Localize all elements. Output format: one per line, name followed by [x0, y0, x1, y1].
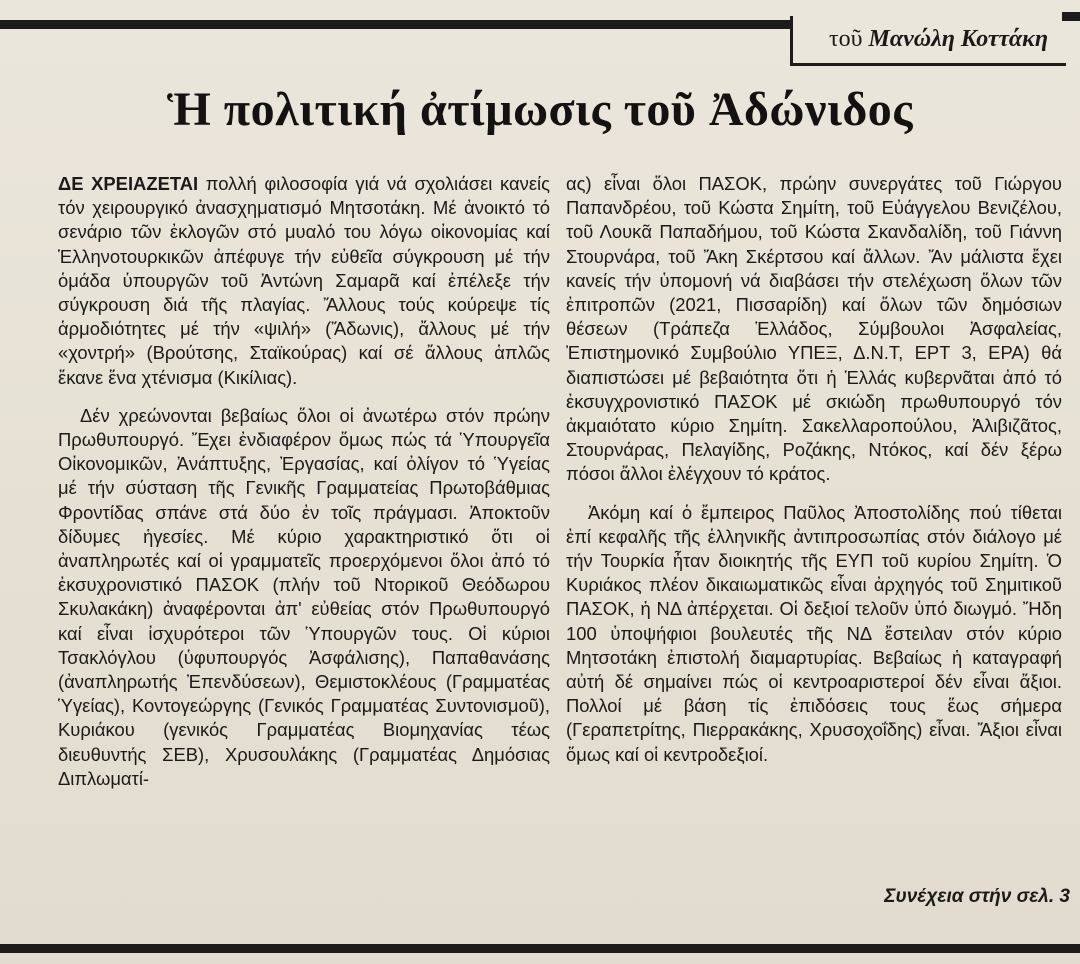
paragraph-1-text: πολλή φιλοσοφία γιά νά σχολιάσει κανείς τόν χειρουργικό ἀνασχηματισμό Μητσοτάκη. Μέ ἀνοικτό τό σενάριο τῶν ἐκλογῶν στό μυαλό του λόγω οἰκονομίας καί Ἑλληνοτουρκικῶν ἀπέφυγε τήν εὐθεῖα σύγκρουση μέ τήν ὁμάδα ὑπουργῶν τοῦ Ἀντώνη Σαμαρᾶ καί ἐπέλεξε τήν σύγκρουση διά τῆς πλαγίας. Ἄλλους τούς κούρεψε τίς ἁρμοδιότητες μέ τήν «ψιλή» (Ἄδωνις), ἄλλους μέ τήν «χοντρή» (Βρούτσης, Σταϊκούρας) καί σέ ἄλλους ἁπλῶς ἔκανε ἕνα χτένισμα (Κικίλιας).	[58, 173, 550, 388]
byline	[790, 16, 1066, 66]
article-title: Ἡ πολιτική ἀτίμωσις τοῦ Ἀδώνιδος	[167, 83, 913, 136]
column-right	[566, 172, 1062, 767]
byline-prefix: τοῦ	[828, 26, 863, 52]
continued-on-page: Συνέχεια στήν σελ. 3	[884, 886, 1070, 907]
paragraph-1	[58, 172, 550, 390]
bottom-rule	[0, 944, 1080, 953]
paragraph-2: Δέν χρεώνονται βεβαίως ὅλοι οἱ ἀνωτέρω στόν πρώην Πρωθυπουργό. Ἔχει ἐνδιαφέρον ὅμως πώς τά Ὑπουργεῖα Οἰκονομικῶν, Ἀνάπτυξης, Ἐργασίας, καί ὀλίγον τό Ὑγείας μέ τήν σύσταση τῆς Γενικῆς Γραμματείας Πρωτοβάθμιας Φροντίδας σπάνε στά δύο ἐν τοῖς πράγμασι. Ἀποκτοῦν δίδυμες ἡγεσίες. Μέ κύριο χαρακτηριστικό ὅτι οἱ ἀναπληρωτές καί οἱ γραμματεῖς προερχόμενοι ὅλοι ἀπό τό ἐκσυχρονιστικό ΠΑΣΟΚ (πλήν τοῦ Ντορικοῦ Θεόδωρου Σκυλακάκη) ἀναφέρονται ἀπ' εὐθείας στόν Πρωθυπουργό καί εἶναι ἰσχυρότεροι τῶν Ὑπουργῶν τους. Οἱ κύριοι Τσακλόγλου (ὑφυπουργός Ἀσφάλισης), Παπαθανάσης (ἀναπληρωτής Ἐπενδύσεων), Θεμιστοκλέους (Γραμματέας Ὑγείας), Κοντογεώργης (Γενικός Γραμματέας Συντονισμοῦ), Κυριάκου (γενικός Γραμματέας Βιομηχανίας τέως διευθυντής ΣΕΒ), Χρυσουλάκης (Γραμματέας Δημόσιας Διπλωματί-	[58, 404, 550, 789]
lead-in: ΔΕ ΧΡΕΙΑΖΕΤΑΙ	[58, 173, 199, 194]
byline-author: Μανώλη Κοττάκη	[868, 26, 1048, 52]
top-rule	[0, 20, 790, 29]
paragraph-3: ας) εἶναι ὅλοι ΠΑΣΟΚ, πρώην συνεργάτες τοῦ Γιώργου Παπανδρέου, τοῦ Κώστα Σημίτη, τοῦ Εὐάγγελου Βενιζέλου, τοῦ Λουκᾶ Παπαδήμου, τοῦ Κώστα Σκανδαλίδη, τοῦ Γιάννη Στουρνάρα, τοῦ Ἄκη Σκέρτσου καί ἄλλων. Ἄν μάλιστα ἔχει κανείς τήν ὑπομονή νά διαβάσει τήν στελέχωση ὅλων τῶν ἐπιτροπῶν (2021, Πισσαρίδη) καί ὅλων τῶν δημόσιων θέσεων (Τράπεζα Ἑλλάδος, Σύμβουλοι Ἀσφαλείας, Ἐπιστημονικό Συμβούλιο ΥΠΕΞ, Δ.Ν.Τ, ΕΡΤ 3, ΕΡΑ) θά διαπιστώσει μέ βεβαιότητα ὅτι ἡ Ἑλλάς κυβερνᾶται ἀπό τό ἐκσυγχρονιστικό ΠΑΣΟΚ μέ σκιώδη πρωθυπουργό τόν ἀκμαιότατο κύριο Σημίτη. Σακελλαροπούλου, Ἀλιβιζᾶτος, Στουρνάρας, Πελαγίδης, Ροζάκης, Ντόκος, καί δέν ξέρω πόσοι ἄλλοι ἐλέγχουν τό κράτος.	[566, 173, 1062, 485]
paragraph-4: Ἀκόμη καί ὁ ἔμπειρος Παῦλος Ἀποστολίδης πού τίθεται ἐπί κεφαλῆς τῆς ἑλληνικῆς ἀντιπροσωπίας στόν διάλογο μέ τήν Τουρκία ἦταν διοικητής τῆς ΕΥΠ τοῦ κυρίου Σημίτη. Ὁ Κυριάκος πλέον δικαιωματικῶς εἶναι ἀρχηγός τοῦ Σημιτικοῦ ΠΑΣΟΚ, ἡ ΝΔ ἀπέρχεται. Οἱ δεξιοί τελοῦν ὑπό διωγμό. Ἤδη 100 ὑποψήφιοι βουλευτές τῆς ΝΔ ἔστειλαν στόν κύριο Μητσοτάκη ἐπιστολή διαμαρτυρίας. Βεβαίως ἡ καταγραφή αὐτή δέ σημαίνει πώς οἱ κεντροαριστεροί δέν εἶναι ἄξιοι. Πολλοί μέ βάση τίς ἐπιδόσεις τους ἕως σήμερα (Γεραπετρίτης, Πιερρακάκης, Χρυσοχοΐδης) εἶναι. Ἄξιοι εἶναι ὅμως καί οἱ κεντροδεξιοί.	[566, 501, 1062, 765]
column-left	[58, 172, 550, 791]
